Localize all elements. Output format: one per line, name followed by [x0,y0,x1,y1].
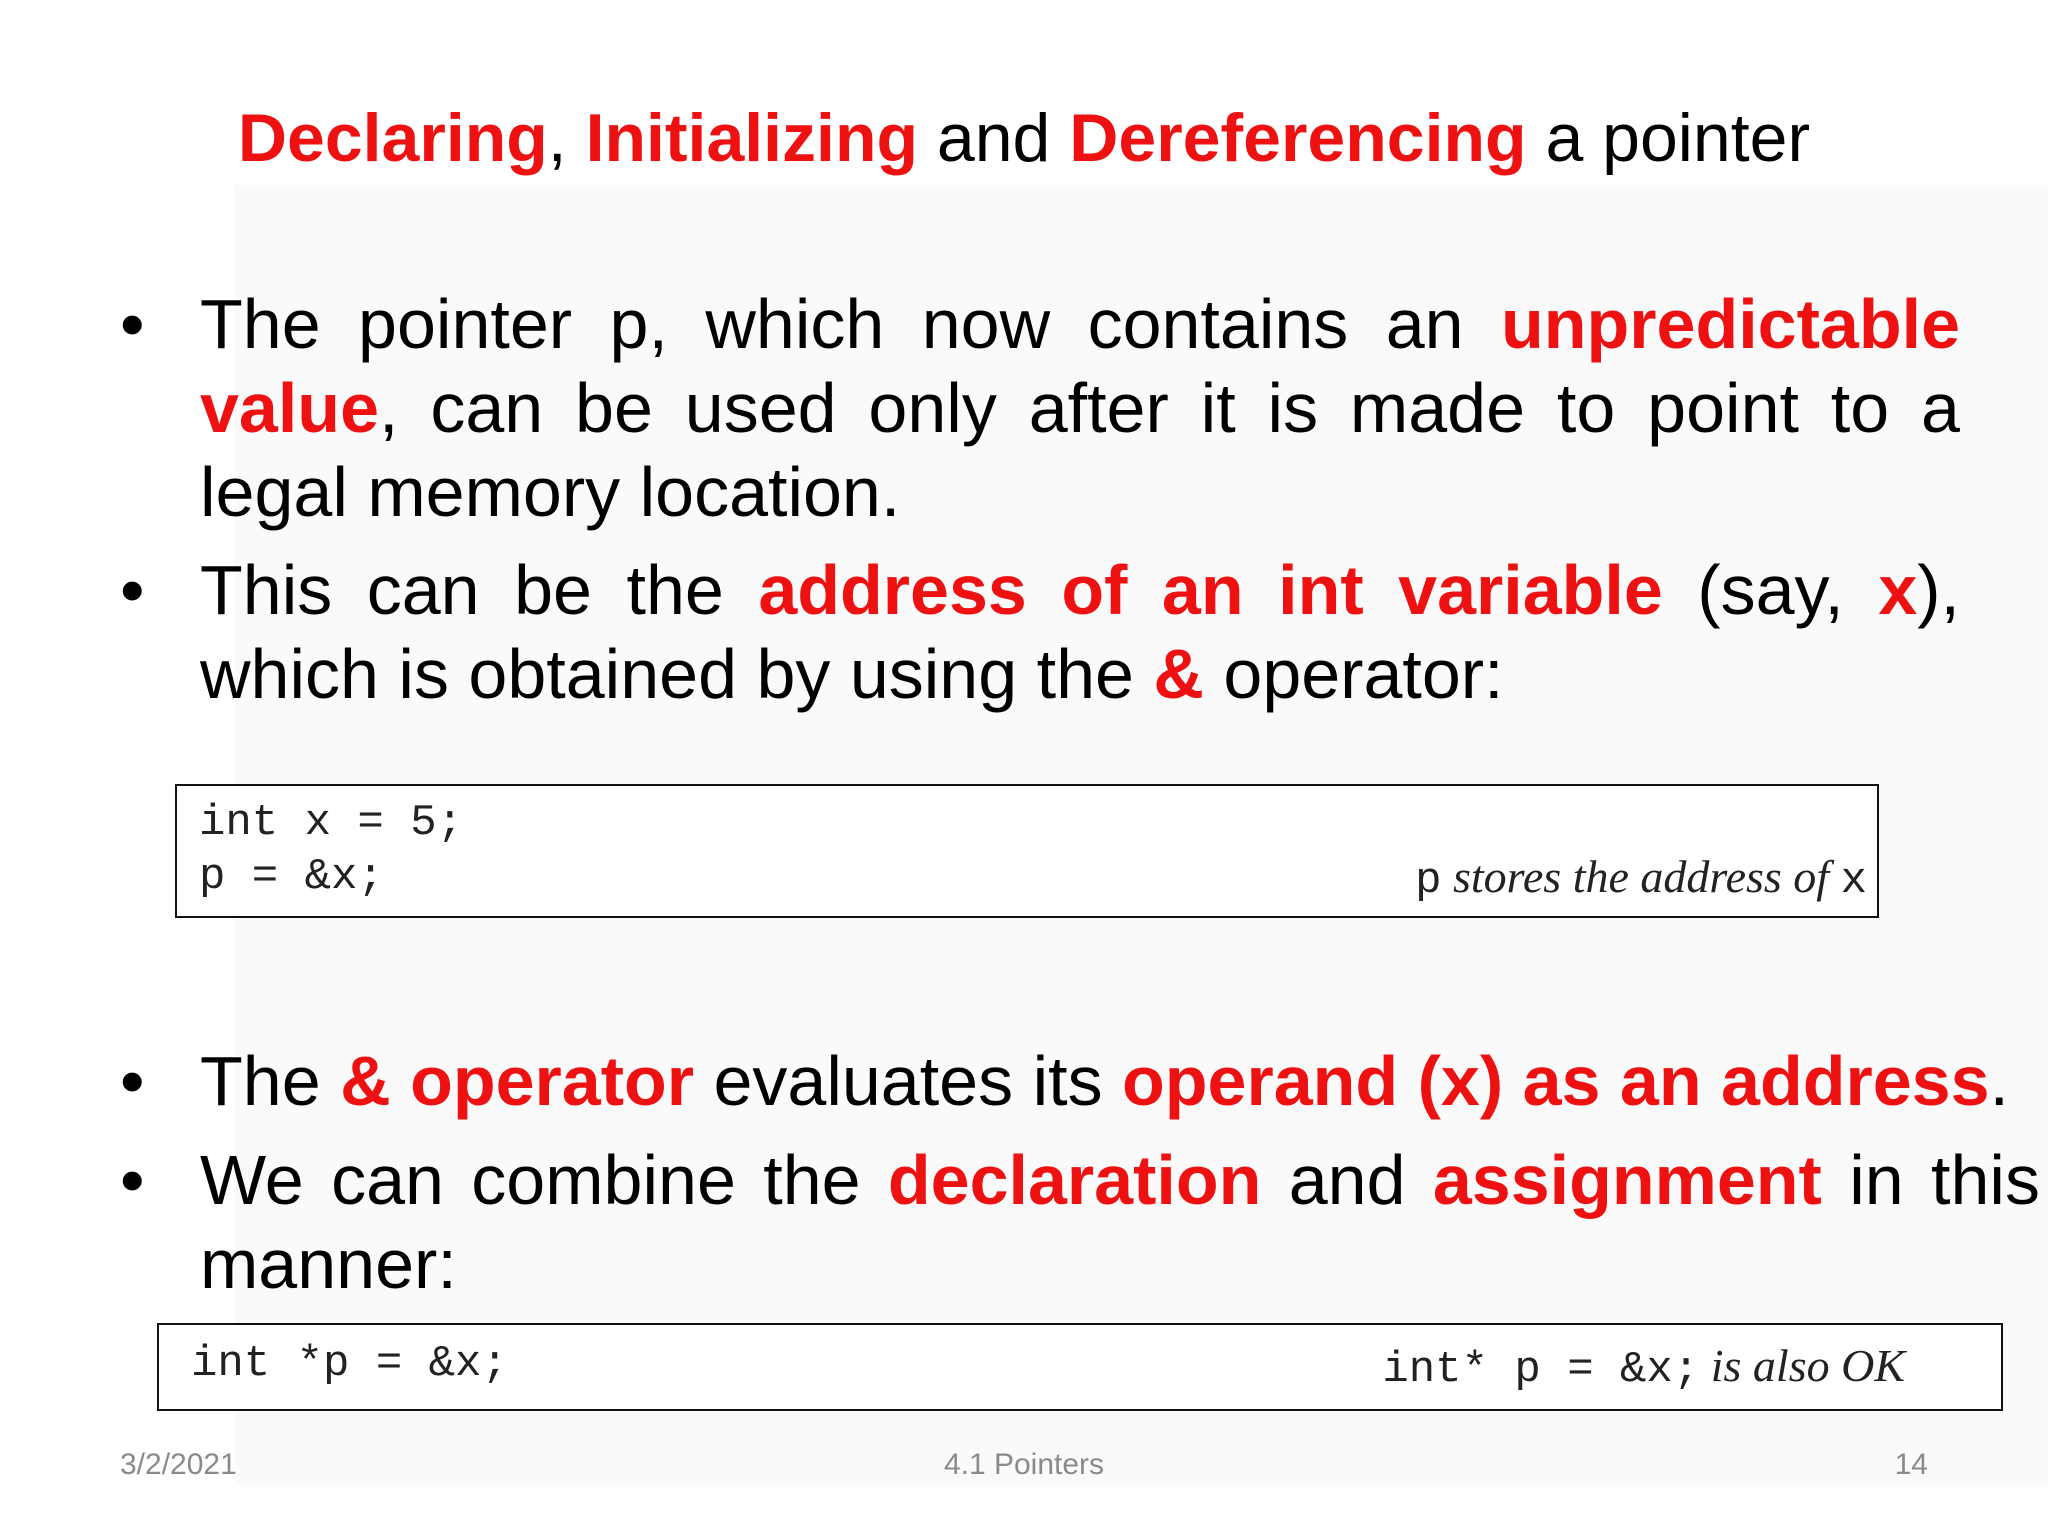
bullet-highlight: unpredictable value [200,285,1960,447]
bullet-text: The pointer p, which now contains an [200,285,1502,363]
bullet-ampersand-operator [120,1039,2040,1123]
bullet-highlight: address of an int variable [758,551,1663,629]
bullet-highlight: & [1153,635,1204,713]
title-initializing: Initializing [585,100,919,176]
title-tail: a pointer [1526,100,1811,176]
bullet-text: operator: [1203,635,1504,713]
title-declaring: Declaring [237,100,548,176]
bullet-highlight: declaration [887,1141,1262,1219]
code-line-1: int x = 5; [199,798,464,848]
bullet-address-of-int [120,548,1960,716]
alt-code: int* p = &x; [1382,1345,1700,1395]
bullet-text: We can combine the [200,1141,888,1219]
annotation-x: x [1840,856,1867,906]
bullet-text: ), which is obtained by using the [200,551,1961,713]
bullet-text: (say, [1662,551,1879,629]
code-alternative [1382,1339,1905,1395]
bullet-text: This can be the [200,551,759,629]
code-box-address [175,784,1879,918]
annotation-p: p [1415,856,1442,906]
code-line-1: int *p = &x; [191,1339,508,1389]
title-separator-1: , [547,100,586,176]
bullet-highlight: & operator [340,1042,695,1120]
footer-title: 4.1 Pointers [943,1448,1105,1481]
footer-date: 3/2/2021 [120,1448,237,1481]
bullet-text: . [1989,1042,2009,1120]
bullet-highlight: operand (x) as an address [1122,1042,1990,1120]
bullet-unpredictable-value [120,282,1960,534]
code-line-2: p = &x; [199,852,384,902]
bullet-highlight: assignment [1432,1141,1822,1219]
slide-title [0,96,2048,180]
footer-page-number: 14 [1894,1448,1928,1481]
code-annotation [1415,850,1867,906]
bullet-highlight: x [1878,551,1918,629]
bullet-text: in this manner: [200,1141,2040,1303]
title-separator-2: and [918,100,1070,176]
bullet-text: The [200,1042,341,1120]
alt-note: is also OK [1699,1340,1905,1391]
bullet-list-top [120,282,1960,716]
title-dereferencing: Dereferencing [1069,100,1527,176]
bullet-text: and [1261,1141,1433,1219]
code-box-combined [157,1323,2003,1411]
bullet-combine-declaration [120,1138,2040,1306]
bullet-text: , can be used only after it is made to point to a legal memory location. [200,369,1960,531]
bullet-text: evaluates its [694,1042,1123,1120]
annotation-text: stores the address of [1441,851,1841,902]
